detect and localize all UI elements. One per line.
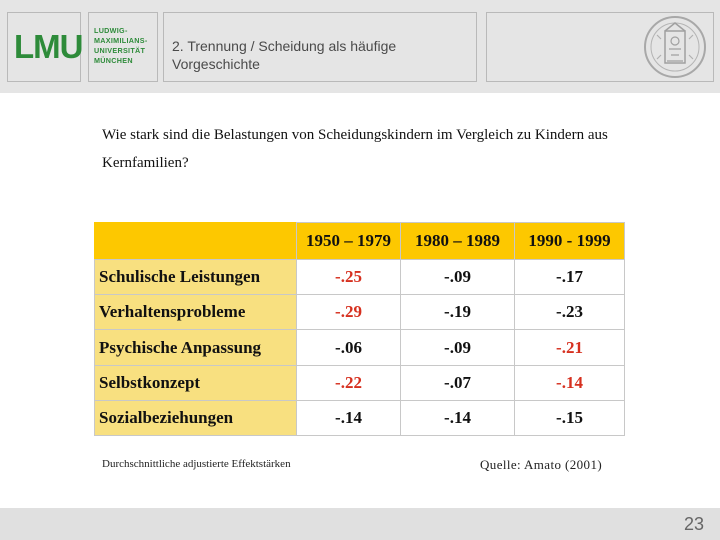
- university-seal-icon: [643, 15, 707, 79]
- university-name-box: [88, 12, 158, 82]
- university-line: MÜNCHEN: [94, 56, 133, 65]
- table-row: [95, 260, 625, 295]
- effect-size-value: -.14: [297, 400, 401, 435]
- row-label: Sozialbeziehungen: [95, 400, 297, 435]
- effect-size-value: -.09: [401, 330, 515, 365]
- university-name: [94, 26, 148, 66]
- university-line: LUDWIG-: [94, 26, 128, 35]
- column-header: 1950 – 1979: [297, 223, 401, 260]
- question-text: Wie stark sind die Belastungen von Scheidungskindern im Vergleich zu Kindern aus Kernfamilien?: [102, 127, 608, 171]
- table-header-row: [95, 223, 625, 260]
- effect-size-value: -.23: [515, 295, 625, 330]
- row-label: Schulische Leistungen: [95, 260, 297, 295]
- seal-box: [486, 12, 714, 82]
- university-line: UNIVERSITÄT: [94, 46, 146, 55]
- effect-size-value: -.07: [401, 365, 515, 400]
- effect-size-value: -.09: [401, 260, 515, 295]
- effect-size-value: -.15: [515, 400, 625, 435]
- page-number: 23: [683, 514, 704, 534]
- table-corner-cell: [95, 223, 297, 260]
- table-row: [95, 330, 625, 365]
- effect-size-value: -.19: [401, 295, 515, 330]
- row-label: Selbstkonzept: [95, 365, 297, 400]
- column-header: 1990 - 1999: [515, 223, 625, 260]
- slide-title-box: [163, 12, 477, 82]
- effect-size-value: -.25: [297, 260, 401, 295]
- university-line: MAXIMILIANS-: [94, 36, 148, 45]
- row-label: Psychische Anpassung: [95, 330, 297, 365]
- table-row: [95, 295, 625, 330]
- effect-size-value: -.17: [515, 260, 625, 295]
- effect-size-value: -.29: [297, 295, 401, 330]
- table-row: [95, 400, 625, 435]
- footer-band: [0, 508, 720, 540]
- effect-size-grid: [94, 222, 625, 436]
- source-citation: Quelle: Amato (2001): [480, 457, 603, 472]
- lmu-logo: LMU: [14, 28, 83, 65]
- slide-title: 2. Trennung / Scheidung als häufige Vorgeschichte: [172, 38, 397, 72]
- lmu-logo-box: [7, 12, 81, 82]
- header-band: [0, 0, 720, 93]
- effect-size-value: -.14: [515, 365, 625, 400]
- effect-size-table: [94, 222, 624, 436]
- effect-size-value: -.06: [297, 330, 401, 365]
- row-label: Verhaltensprobleme: [95, 295, 297, 330]
- table-row: [95, 365, 625, 400]
- footnote-effect-sizes: Durchschnittliche adjustierte Effektstärken: [102, 458, 291, 470]
- effect-size-value: -.21: [515, 330, 625, 365]
- column-header: 1980 – 1989: [401, 223, 515, 260]
- effect-size-value: -.14: [401, 400, 515, 435]
- effect-size-value: -.22: [297, 365, 401, 400]
